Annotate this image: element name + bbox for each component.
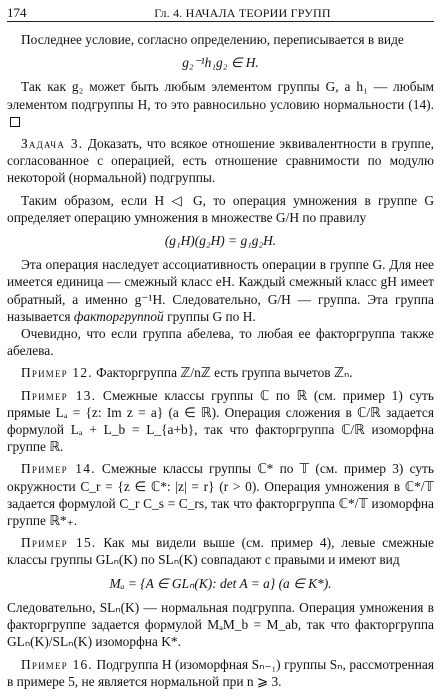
- example-label: Пример 16.: [21, 656, 93, 672]
- page-header: [7, 4, 434, 22]
- example-16: Пример 16. Подгруппа H (изоморфная Sₙ₋₁) группы Sₙ, рассмотренная в примере 5, не является нормальной при n ⩾ 3.: [7, 656, 434, 689]
- task-3: Задача 3. Доказать, что всякое отношение эквивалентности в группе, согласованное с операцией, есть отношение сравнимости по модулю некоторой (нормальной) подгруппы.: [7, 136, 434, 186]
- example-label: Пример 13.: [21, 387, 97, 403]
- example-15: Пример 15. Как мы видели выше (см. пример 4), левые смежные классы группы GLₙ(K) по SLₙ(K) совпадают с правыми и имеют вид: [7, 535, 434, 568]
- example-label: Пример 12.: [21, 365, 93, 381]
- chapter-title: Гл. 4. НАЧАЛА ТЕОРИИ ГРУПП: [154, 6, 331, 20]
- paragraph-quotient-group: Эта операция наследует ассоциативность операции в группе G. Для нее имеется единица — смежный класс eH. Каждый смежный класс gH имеет обратный, а именно g⁻¹H. Следовательно, G/H — группа. Эта группа называется факторгруппой группы G по H.: [7, 257, 434, 324]
- example-label: Пример 14.: [21, 461, 96, 477]
- paragraph-intro: Последнее условие, согласно определению, переписывается в виде: [21, 32, 404, 47]
- paragraph-sl-normal: Следовательно, SLₙ(K) — нормальная подгруппа. Операция умножения в факторгруппе задается формулой MₐM_b = M_ab, так что факторгруппа GLₙ(K)/SLₙ(K) изоморфна K*.: [7, 599, 434, 650]
- task-label: Задача 3.: [21, 136, 84, 152]
- paragraph-normality: Так как g₂ может быть любым элементом группы G, а h₁ — любым элементом подгруппы H, то это равносильно условию нормальности (14).: [7, 78, 434, 130]
- paragraph-abelian: Очевидно, что если группа абелева, то любая ее факторгруппа также абелева.: [7, 326, 434, 359]
- page-number: 174: [7, 5, 27, 20]
- formula-coset-determinant: Mₐ = {A ∈ GLₙ(K): det A = a} (a ∈ K*).: [109, 575, 332, 591]
- qed-square-icon: [10, 117, 20, 127]
- example-12: Пример 12. Факторгруппа ℤ/nℤ есть группа вычетов ℤₙ.: [21, 365, 353, 381]
- term-quotient-group: факторгруппой: [73, 308, 164, 324]
- formula-coset-product: (g₁H)(g₂H) = g₁g₂H.: [164, 233, 277, 249]
- formula-conjugate: g₂⁻¹h₁g₂ ∈ H.: [182, 55, 259, 71]
- example-label: Пример 15.: [21, 535, 97, 551]
- example-13: Пример 13. Смежные классы группы ℂ по ℝ (см. пример 1) суть прямые Lₐ = {z: Im z = a} (a ∈ ℝ). Операция сложения в ℂ/ℝ задается формулой Lₐ + L_b = L_{a+b}, так что факторгруппа ℂ/ℝ изоморфна группе ℝ.: [7, 387, 434, 455]
- paragraph-quotient-operation: Таким образом, если H ◁ G, то операция умножения в группе G определяет операцию умножения в множестве G/H по правилу: [7, 192, 434, 225]
- example-14: Пример 14. Смежные классы группы ℂ* по 𝕋 (см. пример 3) суть окружности C_r = {z ∈ ℂ*: |z| = r} (r > 0). Операция умножения в ℂ*/𝕋 задается формулой C_r C_s = C_rs, так что факторгруппа ℂ*/𝕋 изоморфна группе ℝ*₊.: [7, 461, 434, 529]
